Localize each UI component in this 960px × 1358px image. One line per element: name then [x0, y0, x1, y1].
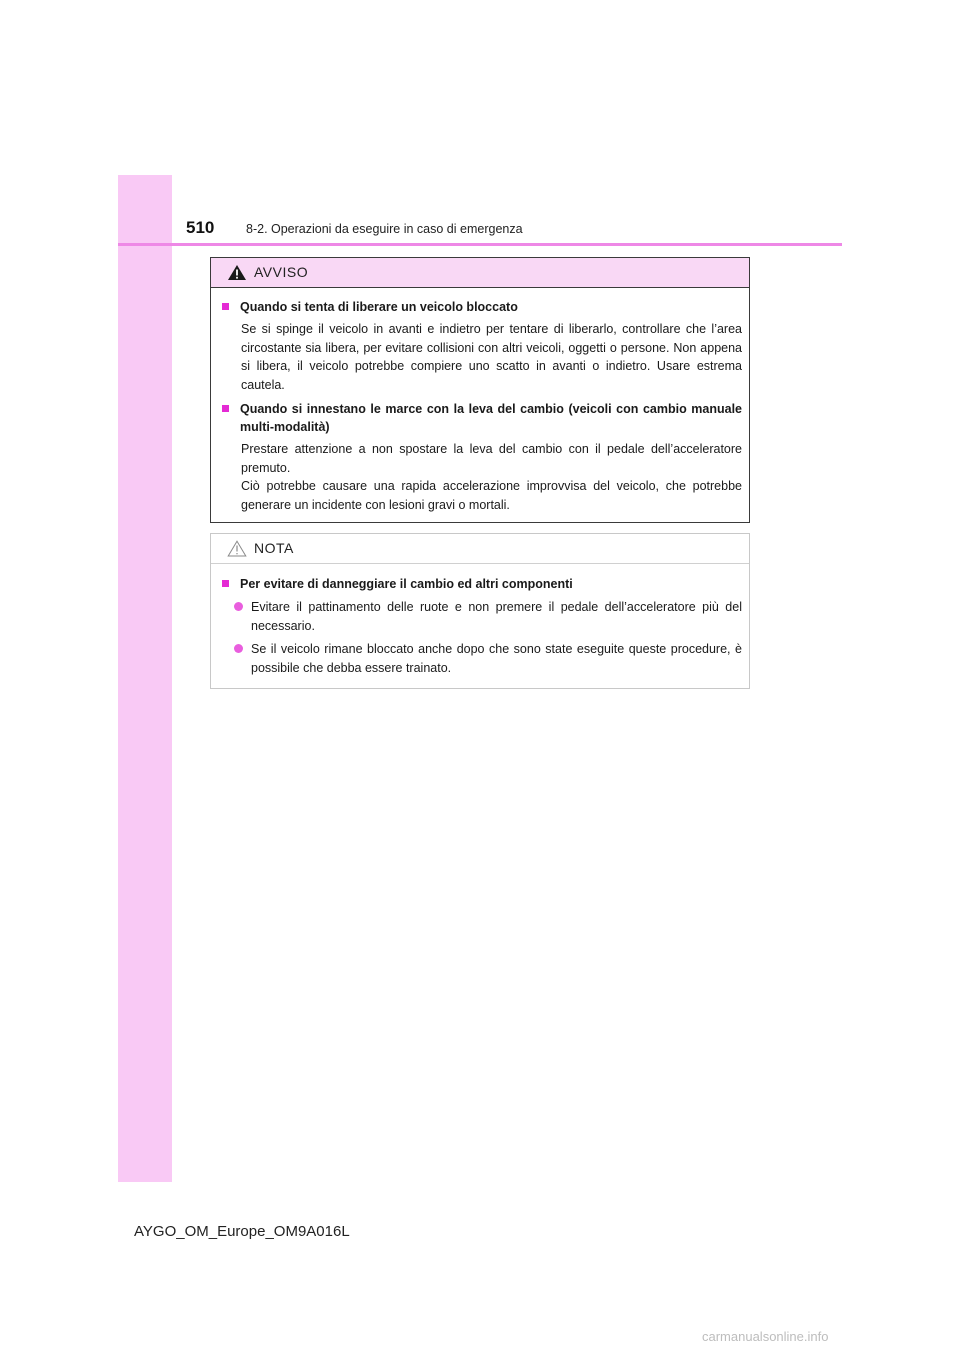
notice-section: [222, 575, 742, 677]
section-heading: [222, 400, 742, 436]
side-color-band: [118, 175, 172, 1182]
section-heading: [222, 575, 742, 593]
notice-box-header: [211, 534, 749, 564]
paragraph: Ciò potrebbe causare una rapida accelerazione improvvisa del veicolo, che potrebbe generare un incidente con lesioni gravi o mortali.: [241, 479, 742, 512]
square-bullet-icon: [222, 405, 229, 412]
circle-bullet-icon: [234, 644, 243, 653]
list-item: [234, 640, 742, 677]
paragraph: Se si spinge il veicolo in avanti e indietro per tentare di liberarlo, controllare che l’area circostante sia libera, per evitare collisioni con altri veicoli, oggetti o persone. Non appena si libera, il veicolo potrebbe compiere uno scatto in avanti o indietro. Usare estrema cautela.: [241, 322, 742, 392]
list-item-text: Evitare il pattinamento delle ruote e non premere il pedale dell’acceleratore più del necessario.: [251, 600, 742, 633]
section-heading-text: Quando si innestano le marce con la leva del cambio (veicoli con cambio manuale multi-modalità): [240, 402, 742, 434]
list-item-text: Se il veicolo rimane bloccato anche dopo che sono state eseguite queste procedure, è possibile che debba essere trainato.: [251, 642, 742, 675]
notice-triangle-icon: [227, 540, 247, 557]
warning-box-header: [211, 258, 749, 288]
notice-box-body: [211, 564, 749, 677]
document-code: AYGO_OM_Europe_OM9A016L: [134, 1223, 350, 1240]
page-number: 510: [186, 218, 215, 237]
warning-box-title: AVVISO: [254, 264, 309, 280]
section-heading: [222, 298, 742, 316]
warning-box: [210, 257, 750, 523]
list-item: [234, 598, 742, 635]
watermark: carmanualsonline.info: [702, 1329, 829, 1344]
square-bullet-icon: [222, 303, 229, 310]
warning-section: [222, 400, 742, 514]
section-heading-text: Quando si tenta di liberare un veicolo bloccato: [240, 300, 518, 314]
notice-box-title: NOTA: [254, 540, 294, 556]
square-bullet-icon: [222, 580, 229, 587]
chapter-title: 8-2. Operazioni da eseguire in caso di emergenza: [246, 222, 523, 236]
warning-triangle-icon: [227, 264, 247, 281]
circle-bullet-icon: [234, 602, 243, 611]
notice-box: [210, 533, 750, 689]
warning-box-body: [211, 288, 749, 514]
section-heading-text: Per evitare di danneggiare il cambio ed altri componenti: [240, 577, 573, 591]
paragraph: Prestare attenzione a non spostare la leva del cambio con il pedale dell’acceleratore premuto.: [241, 442, 742, 475]
warning-section: [222, 298, 742, 394]
header-rule: [118, 243, 842, 246]
